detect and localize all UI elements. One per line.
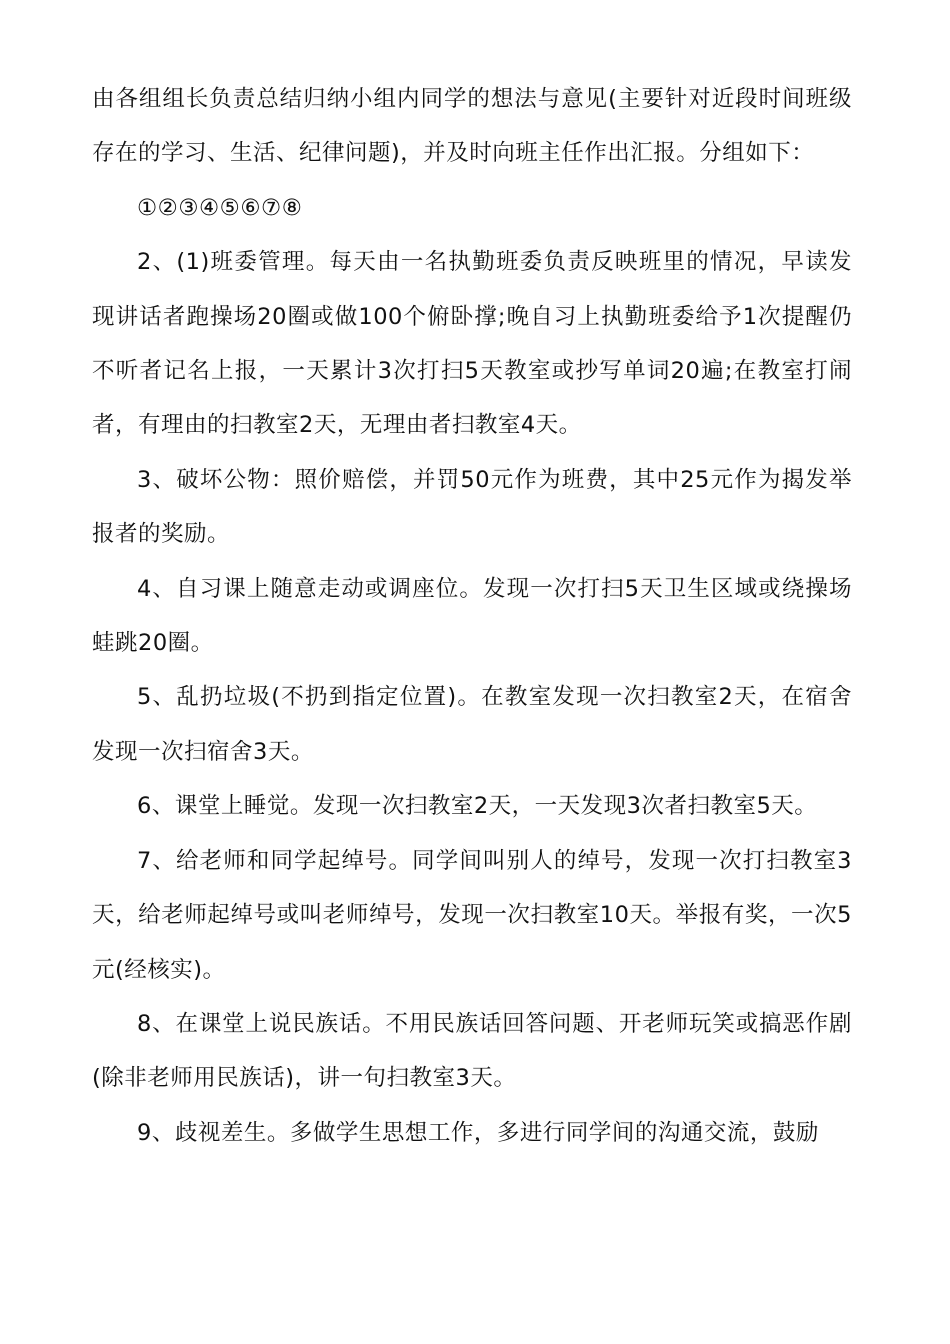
paragraph-rule-2: 2、(1)班委管理。每天由一名执勤班委负责反映班里的情况，早读发现讲话者跑操场20圈或做100个俯卧撑;晚自习上执勤班委给予1次提醒仍不听者记名上报，一天累计3次打扫5天教室或抄写单词20遍;在教室打闹者，有理由的扫教室2天，无理由者扫教室4天。: [92, 249, 852, 439]
paragraph-rule-8: 8、在课堂上说民族话。不用民族话回答问题、开老师玩笑或搞恶作剧(除非老师用民族话)，讲一句扫教室3天。: [92, 1010, 852, 1092]
paragraph-group-numbers: ①②③④⑤⑥⑦⑧: [137, 194, 303, 221]
paragraph-rule-3: 3、破坏公物：照价赔偿，并罚50元作为班费，其中25元作为揭发举报者的奖励。: [92, 466, 852, 548]
paragraph-rule-7: 7、给老师和同学起绰号。同学间叫别人的绰号，发现一次打扫教室3天，给老师起绰号或叫老师绰号，发现一次扫教室10天。举报有奖，一次5元(经核实)。: [92, 847, 852, 983]
paragraph-rule-6: 6、课堂上睡觉。发现一次扫教室2天，一天发现3次者扫教室5天。: [137, 793, 818, 820]
paragraph-rule-9: 9、歧视差生。多做学生思想工作，多进行同学间的沟通交流，鼓励: [137, 1119, 819, 1146]
paragraph-grouping-intro: 由各组组长负责总结归纳小组内同学的想法与意见(主要针对近段时间班级存在的学习、生活、纪律问题)，并及时向班主任作出汇报。分组如下：: [92, 86, 852, 167]
paragraph-rule-5: 5、乱扔垃圾(不扔到指定位置)。在教室发现一次扫教室2天，在宿舍发现一次扫宿舍3天。: [92, 684, 852, 765]
document-page: [92, 0, 852, 1160]
paragraph-rule-4: 4、自习课上随意走动或调座位。发现一次打扫5天卫生区域或绕操场蛙跳20圈。: [92, 575, 852, 657]
